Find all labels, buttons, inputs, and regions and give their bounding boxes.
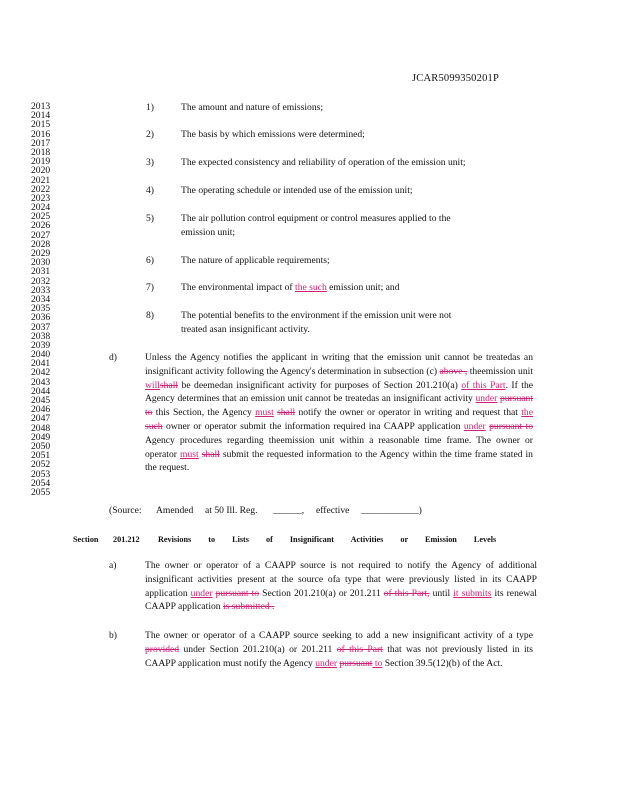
deleted-text: is submitted . (223, 601, 275, 613)
source-label: (Source: (109, 505, 142, 516)
source-blank-2: ____________) (361, 505, 422, 516)
section-word: Section (73, 535, 99, 544)
line-number: 2022 (31, 183, 51, 195)
line-number: 2048 (31, 422, 51, 434)
item-8-num: 8) (146, 310, 154, 321)
line-number: 2036 (31, 312, 51, 324)
item-3-num: 3) (146, 157, 154, 168)
inserted-text: will (145, 379, 160, 391)
section-title: Revisions to Lists of Insignificant Activities or Emission Levels (158, 535, 497, 544)
inserted-text: of this Part (461, 379, 506, 391)
deleted-text: shall (159, 379, 179, 391)
deleted-text: pursuant to (489, 420, 534, 432)
subsection-d-text: Unless the Agency notifies the applicant in writing that the emission unit cannot be treatedas an insignificant activity following the Agency's determination in subsection (c) above , theemission unit willshall be deemedan insignificant activity for purposes of Section 201.210(a) of this Part. If the Agency determines that an emission unit cannot be treatedas an insignificant activity under pursuant to this Section, the Agency must shall notify the owner or operator in writing and request that the such owner or operator submit the information required ina CAAPP application under pursuant to Agency procedures regarding theemission unit within a reasonable time frame. The owner or operator must shall submit the requested information to the Agency within the time frame stated in the request. (145, 352, 534, 474)
inserted-text: under (315, 657, 338, 669)
deleted-text: shall (201, 448, 220, 460)
line-number: 2053 (31, 468, 51, 480)
item-7-text: The environmental impact of the such emission unit; and (181, 282, 400, 293)
line-number: 2019 (31, 156, 51, 168)
line-number: 2023 (31, 192, 51, 204)
source-blank-1: ______, (273, 505, 305, 516)
line-number: 2046 (31, 404, 51, 416)
deleted-text: such (145, 420, 163, 432)
line-number: 2017 (31, 137, 51, 149)
line-number: 2021 (31, 174, 51, 186)
line-number: 2031 (31, 266, 51, 278)
line-number: 2013 (31, 101, 51, 112)
line-number: 2040 (31, 349, 51, 361)
item-4-text: The operating schedule or intended use of the emission unit; (181, 185, 413, 196)
subsection-b-text: The owner or operator of a CAAPP source seeking to add a new insignificant activity of a type provided under Section 201.210(a) or 201.211 of this Part that was not previously listed in its CAAPP application must notify the Agency under pursuant to Section 39.5(12)(b) of the Act. (145, 630, 534, 669)
line-number: 2026 (31, 220, 51, 232)
line-number: 2055 (31, 486, 51, 498)
line-number: 2044 (31, 385, 51, 397)
line-number: 2016 (31, 128, 51, 140)
item-2-num: 2) (146, 129, 154, 140)
deleted-text: shall (277, 407, 296, 419)
line-number: 2032 (31, 275, 51, 287)
line-number: 2014 (31, 110, 51, 122)
line-number: 2039 (31, 339, 51, 351)
item-8-line2: treated asan insignificant activity. (181, 324, 310, 335)
deleted-text: above , (439, 365, 468, 377)
line-number: 2035 (31, 303, 51, 315)
subsection-b-num: b) (109, 630, 117, 641)
line-number: 2041 (31, 358, 51, 370)
item-6-text: The nature of applicable requirements; (181, 255, 330, 266)
deleted-text: of this Part (336, 643, 383, 655)
inserted-text: the (521, 407, 533, 419)
line-number: 2020 (31, 165, 51, 177)
line-number: 2027 (31, 229, 51, 241)
line-number: 2043 (31, 376, 51, 388)
item-2-text: The basis by which emissions were determined; (181, 129, 365, 140)
item-6-num: 6) (146, 255, 154, 266)
inserted-text: the such (295, 282, 327, 293)
item-1-text: The amount and nature of emissions; (181, 102, 324, 113)
subsection-a-num: a) (109, 560, 117, 571)
item-5-line2: emission unit; (181, 227, 236, 238)
line-number: 2049 (31, 431, 51, 443)
deleted-text: pursuant to (215, 587, 260, 599)
inserted-text: under (190, 587, 213, 599)
inserted-text: under (463, 420, 486, 432)
deleted-text: pursuant to (145, 393, 534, 419)
source-effective: effective (316, 505, 350, 516)
line-number: 2029 (31, 248, 51, 259)
item-5-num: 5) (146, 213, 154, 224)
line-number: 2054 (31, 477, 51, 489)
subsection-a-text: The owner or operator of a CAAPP source is not required to notify the Agency of additional insignificant activities present at the source ofa type that were previously listed in its CAAPP application under pursuant to Section 201.210(a) or 201.211 of this Part, until it submits its renewal CAAPP application is submitted . (145, 560, 537, 613)
line-number: 2047 (31, 413, 51, 425)
line-number: 2034 (31, 293, 51, 305)
source-reg: at 50 Ill. Reg. (205, 505, 258, 516)
line-number: 2052 (31, 459, 51, 471)
line-number: 2015 (31, 119, 51, 131)
item-3-text: The expected consistency and reliability of operation of the emission unit; (181, 157, 466, 168)
line-number: 2038 (31, 330, 51, 342)
line-number: 2042 (31, 367, 51, 379)
item-4-num: 4) (146, 185, 154, 196)
inserted-text: it submits (453, 587, 492, 599)
line-number: 2033 (31, 284, 51, 296)
line-number: 2025 (31, 211, 51, 223)
line-number: 2028 (31, 238, 51, 250)
source-amended: Amended (156, 505, 194, 516)
line-number: 2045 (31, 395, 51, 406)
item-5-line1: The air pollution control equipment or control measures applied to the (181, 213, 451, 224)
deleted-text: pursuant (339, 657, 373, 669)
inserted-text: must (255, 407, 274, 419)
deleted-text: of this Part, (383, 587, 430, 599)
item-7-num: 7) (146, 282, 154, 293)
subsection-d-num: d) (109, 352, 117, 363)
line-number: 2050 (31, 440, 51, 452)
inserted-text: to (372, 657, 383, 669)
line-number: 2051 (31, 450, 51, 462)
item-8-line1: The potential benefits to the environment if the emission unit were not (181, 310, 452, 321)
section-number: 201.212 (113, 535, 140, 544)
line-number: 2030 (31, 257, 51, 269)
deleted-text: provided (145, 643, 180, 655)
item-1-num: 1) (146, 102, 154, 113)
line-number: 2018 (31, 146, 51, 158)
line-number: 2037 (31, 321, 51, 333)
document-code: JCAR5099350201P (412, 73, 500, 84)
line-number: 2024 (31, 202, 51, 214)
inserted-text: under (475, 393, 498, 405)
line-numbers (31, 102, 61, 497)
inserted-text: must (179, 448, 199, 460)
